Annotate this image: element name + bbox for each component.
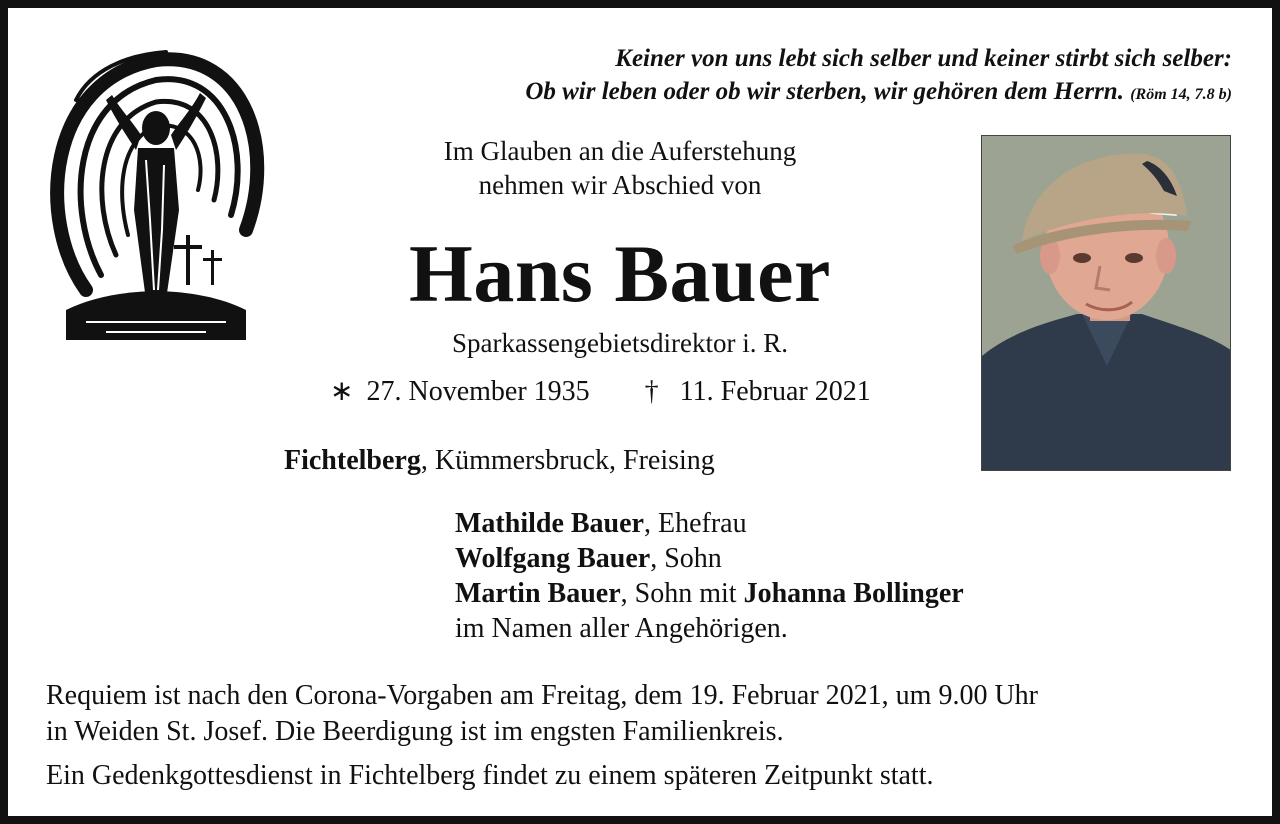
death-symbol: †	[644, 376, 659, 407]
family-member-role: , Sohn	[650, 543, 722, 574]
family-member-name: Martin Bauer	[455, 578, 621, 609]
quote-line-2	[525, 75, 1232, 111]
death-date: 11. Februar 2021	[679, 376, 871, 407]
family-member-name: Wolfgang Bauer	[455, 543, 651, 574]
portrait-photo	[981, 135, 1231, 471]
family-member-role: , Sohn mit	[620, 578, 744, 609]
quote-line-1: Keiner von uns lebt sich selber und keiner stirbt sich selber:	[615, 45, 1232, 72]
family-member-partner: Johanna Bollinger	[743, 578, 964, 609]
requiem-line-2: in Weiden St. Josef. Die Beerdigung ist im engsten Familienkreis.	[46, 716, 784, 747]
places-line	[284, 443, 715, 479]
family-member	[455, 541, 964, 576]
deceased-name: Hans Bauer	[409, 228, 831, 319]
place-primary: Fichtelberg	[284, 445, 421, 476]
quote-line-2-text: Ob wir leben oder ob wir sterben, wir gehören dem Herrn.	[525, 78, 1124, 105]
requiem-line-1: Requiem ist nach den Corona-Vorgaben am Freitag, dem 19. Februar 2021, um 9.00 Uhr	[46, 680, 1038, 711]
family-member	[455, 506, 964, 541]
birth-date: 27. November 1935	[366, 376, 590, 407]
birth-symbol: ∗	[330, 376, 354, 407]
intro-line-1: Im Glauben an die Auferstehung	[443, 136, 797, 166]
memorial-info: Ein Gedenkgottesdienst in Fichtelberg findet zu einem späteren Zeitpunkt statt.	[46, 760, 934, 791]
bible-quote	[525, 42, 1232, 111]
intro-text	[330, 134, 910, 202]
life-dates	[330, 374, 871, 410]
family-member	[455, 576, 964, 611]
family-member-role: , Ehefrau	[644, 508, 747, 539]
family-member-name: Mathilde Bauer	[455, 508, 644, 539]
intro-line-2: nehmen wir Abschied von	[478, 170, 762, 200]
quote-reference: (Röm 14, 7.8 b)	[1130, 86, 1232, 103]
portrait-illustration	[982, 136, 1231, 471]
family-list	[455, 506, 964, 646]
resurrection-woodcut-icon	[46, 40, 266, 345]
place-others: , Kümmersbruck, Freising	[420, 445, 715, 476]
family-closing: im Namen aller Angehörigen.	[455, 613, 788, 644]
requiem-info	[46, 678, 1236, 750]
deceased-title: Sparkassengebietsdirektor i. R.	[452, 328, 788, 358]
